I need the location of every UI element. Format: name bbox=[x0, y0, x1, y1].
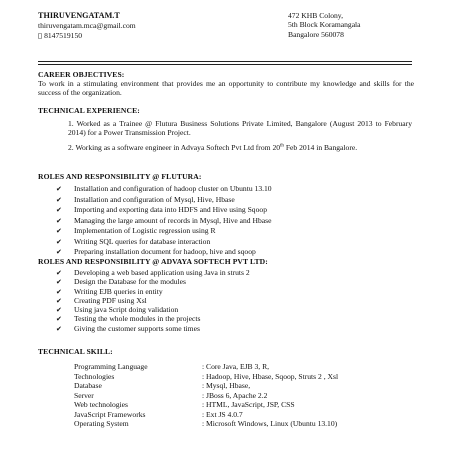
list-item-text: Implementation of Logistic regression using R bbox=[74, 226, 216, 235]
list-item-text: Managing the large amount of records in Mysql, Hive and Hbase bbox=[74, 215, 272, 225]
check-mark-icon: ✔ bbox=[56, 296, 62, 305]
list-item bbox=[56, 226, 272, 237]
list-item-text: Testing the whole modules in the projects bbox=[74, 314, 201, 324]
list-item-text: Using java Script doing validation bbox=[74, 305, 179, 315]
email: thiruvengatam.mca@gmail.com bbox=[38, 21, 136, 31]
list-item bbox=[56, 195, 272, 206]
list-item-text: Preparing installation document for hadoop, hive and sqoop bbox=[74, 247, 256, 256]
check-mark-icon: ✔ bbox=[56, 315, 62, 324]
list-item-text: Writing SQL queries for database interaction bbox=[74, 236, 211, 246]
check-mark-icon: ✔ bbox=[56, 287, 62, 296]
header-divider bbox=[38, 61, 412, 65]
list-item bbox=[56, 205, 272, 216]
address-line-2: 5th Block Koramangala bbox=[288, 20, 361, 30]
skills-table bbox=[74, 362, 338, 429]
list-item bbox=[56, 296, 250, 305]
list-item bbox=[56, 305, 250, 314]
career-heading: CAREER OBJECTIVES: bbox=[38, 70, 125, 79]
list-item bbox=[56, 268, 250, 277]
skill-value: : Hadoop, Hive, Hbase, Sqoop, Struts 2 , Xsl bbox=[202, 371, 339, 381]
table-row bbox=[74, 419, 338, 429]
skill-label: Operating System bbox=[74, 419, 129, 428]
flutura-list bbox=[56, 184, 272, 258]
list-item bbox=[56, 314, 250, 323]
experience-item-2-end: Feb 2014 in Bangalore. bbox=[283, 143, 358, 152]
check-mark-icon: ✔ bbox=[56, 185, 62, 193]
phone: ▯ 8147519150 bbox=[38, 30, 83, 40]
skill-label: Database bbox=[74, 381, 102, 390]
list-item bbox=[56, 277, 250, 286]
check-mark-icon: ✔ bbox=[56, 324, 62, 333]
address-line-3: Bangalore 560078 bbox=[288, 29, 344, 39]
check-mark-icon: ✔ bbox=[56, 278, 62, 287]
table-row bbox=[74, 410, 338, 420]
contact-address bbox=[288, 11, 361, 39]
career-text: To work in a stimulating environment that provides me an opportunity to contribute my knowledge and skills for the success of the organization. bbox=[38, 79, 414, 98]
address-line-1: 472 KHB Colony, bbox=[288, 11, 343, 20]
check-mark-icon: ✔ bbox=[56, 306, 62, 315]
list-item bbox=[56, 324, 250, 333]
experience-item-1: 1. Worked as a Trainee @ Flutura Business Solutions Private Limited, Bangalore (August 2013 to February 2014) for a Power Transmission Project. bbox=[68, 119, 412, 138]
check-mark-icon: ✔ bbox=[56, 248, 62, 256]
check-mark-icon: ✔ bbox=[56, 216, 62, 225]
list-item bbox=[56, 216, 272, 227]
list-item-text: Developing a web based application using Java in struts 2 bbox=[74, 268, 250, 277]
experience-item-2-sup: th bbox=[280, 143, 284, 149]
check-mark-icon: ✔ bbox=[56, 195, 62, 204]
skill-value: : Mysql, Hbase, bbox=[202, 381, 251, 390]
check-mark-icon: ✔ bbox=[56, 227, 62, 235]
skill-value: : HTML, JavaScript, JSP, CSS bbox=[202, 400, 295, 409]
skill-label: Web technologies bbox=[74, 400, 129, 409]
list-item-text: Design the Database for the modules bbox=[74, 277, 186, 287]
list-item bbox=[56, 287, 250, 296]
flutura-heading: ROLES AND RESPONSIBILITY @ FLUTURA: bbox=[38, 172, 202, 181]
advaya-heading: ROLES AND RESPONSIBILITY @ ADVAYA SOFTECH PVT LTD: bbox=[38, 257, 268, 266]
skill-label: JavaScript Frameworks bbox=[74, 409, 146, 419]
table-row bbox=[74, 391, 338, 401]
experience-item-2 bbox=[68, 143, 412, 152]
table-row bbox=[74, 372, 338, 382]
experience-heading: TECHNICAL EXPERIENCE: bbox=[38, 106, 140, 115]
list-item bbox=[56, 184, 272, 195]
contact-left bbox=[38, 11, 136, 40]
list-item bbox=[56, 237, 272, 248]
list-item-text: Importing and exporting data into HDFS and Hive using Sqoop bbox=[74, 205, 267, 214]
skill-value: : Ext JS 4.0.7 bbox=[202, 409, 243, 419]
list-item-text: Writing EJB queries in entity bbox=[74, 286, 163, 296]
experience-item-2-start: 2. Working as a software engineer in Advaya Softech Pvt Ltd from 20 bbox=[68, 143, 281, 152]
check-mark-icon: ✔ bbox=[56, 269, 62, 277]
skill-value: : Core Java, EJB 3, R, bbox=[202, 362, 270, 371]
skill-value: : Microsoft Windows, Linux (Ubuntu 13.10) bbox=[202, 419, 338, 428]
table-row bbox=[74, 381, 338, 391]
table-row bbox=[74, 400, 338, 410]
list-item bbox=[56, 247, 272, 258]
advaya-list bbox=[56, 268, 250, 333]
skill-label: Server bbox=[74, 390, 94, 400]
check-mark-icon: ✔ bbox=[56, 237, 62, 246]
skill-label: Technologies bbox=[74, 371, 115, 381]
list-item-text: Creating PDF using Xsl bbox=[74, 295, 147, 305]
skill-label: Programming Language bbox=[74, 362, 148, 371]
skill-value: : JBoss 6, Apache 2.2 bbox=[202, 390, 268, 400]
skills-heading: TECHNICAL SKILL: bbox=[38, 347, 113, 356]
list-item-text: Giving the customer supports some times bbox=[74, 323, 200, 333]
check-mark-icon: ✔ bbox=[56, 206, 62, 214]
list-item-text: Installation and configuration of Mysql, Hive, Hbase bbox=[74, 194, 235, 204]
list-item-text: Installation and configuration of hadoop cluster on Ubuntu 13.10 bbox=[74, 184, 272, 193]
candidate-name: THIRUVENGATAM.T bbox=[38, 11, 120, 20]
table-row bbox=[74, 362, 338, 372]
